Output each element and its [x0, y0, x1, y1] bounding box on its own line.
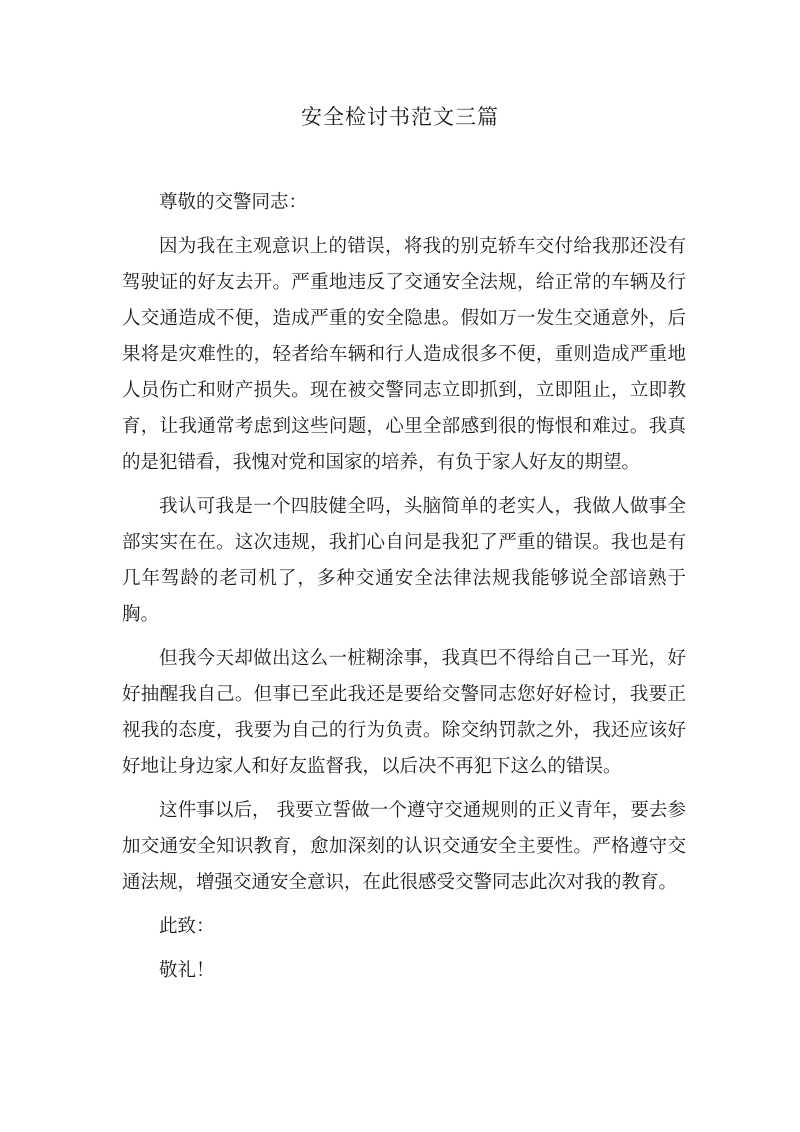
paragraph-1: 因为我在主观意识上的错误，将我的别克轿车交付给我那还没有驾驶证的好友去开。严重地违反了交通安全法规，给正常的车辆及行人交通造成不便，造成严重的安全隐患。假如万一发生交通意外，后果将是灾难性的，轻者给车辆和行人造成很多不便，重则造成严重地人员伤亡和财产损失。现在被交警同志立即抓到，立即阻止，立即教育，让我通常考虑到这些问题，心里全部感到很的悔恨和难过。我真的是犯错看，我愧对党和国家的培养，有负于家人好友的期望。 [122, 236, 686, 473]
paragraph-3: 但我今天却做出这么一桩糊涂事，我真巴不得给自己一耳光，好好抽醒我自己。但事已至此我还是要给交警同志您好好检讨，我要正视我的态度，我要为自己的行为负责。除交纳罚款之外，我还应该好好地让身边家人和好友监督我，以后决不再犯下这么的错误。 [122, 648, 686, 777]
closing-line-2: 敬礼！ [159, 960, 215, 981]
closing-line-1: 此致： [159, 916, 215, 937]
salutation: 尊敬的交警同志： [159, 192, 308, 213]
document-body [122, 185, 686, 989]
document-title: 安全检讨书范文三篇 [301, 105, 499, 129]
paragraph-2: 我认可我是一个四肢健全吗，头脑简单的老实人，我做人做事全部实实在在。这次违规，我扪心自问是我犯了严重的错误。我也是有几年驾龄的老司机了，多种交通安全法律法规我能够说全部谙熟于胸。 [122, 496, 686, 625]
paragraph-4: 这件事以后， 我要立誓做一个遵守交通规则的正义青年，要去参加交通安全知识教育，愈加深刻的认识交通安全主要性。严格遵守交通法规，增强交通安全意识，在此很感受交警同志此次对我的教育。 [122, 800, 686, 893]
